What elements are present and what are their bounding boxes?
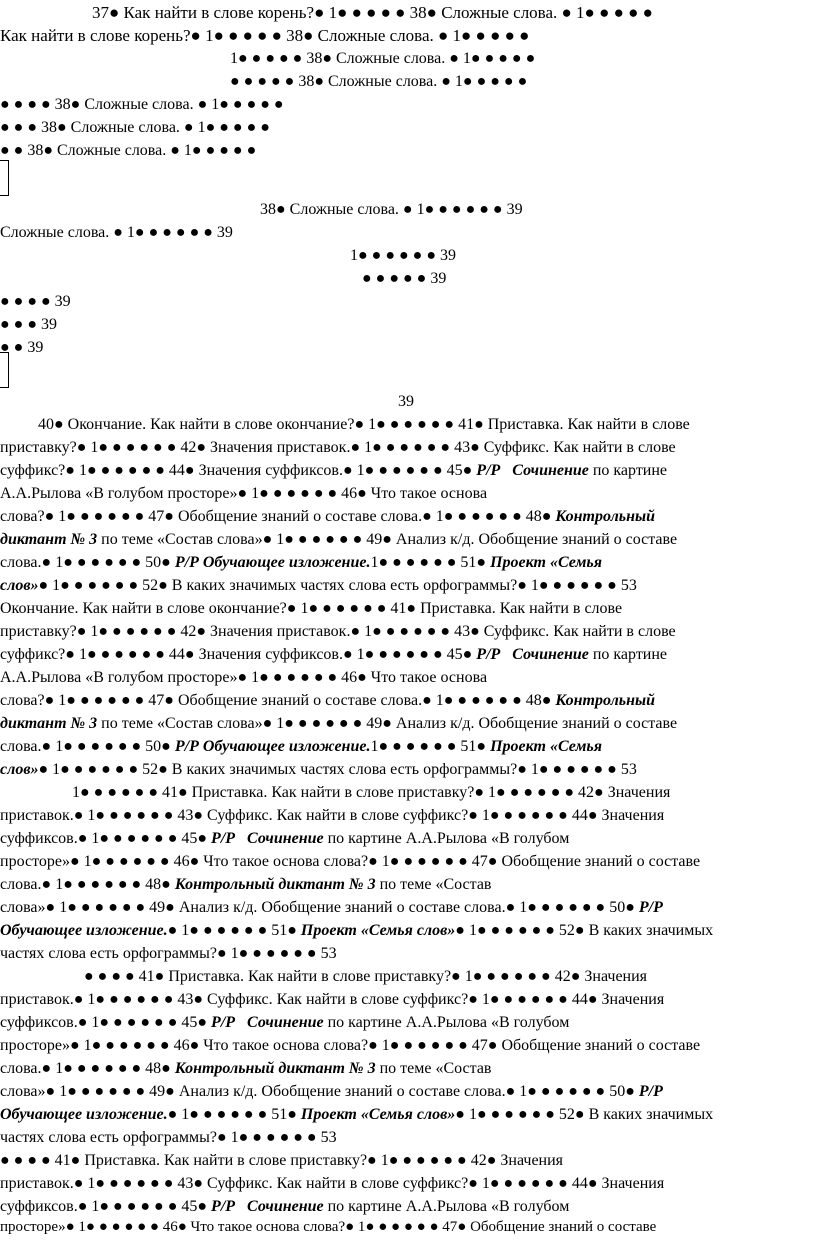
frame-fragment [0, 352, 9, 388]
text-line: ● ● ● ● 39 [0, 293, 71, 310]
text-line: приставку?● 1● ● ● ● ● ● 42● Значения приставок.● 1● ● ● ● ● ● 43● Суффикс. Как найти в слове [0, 623, 676, 640]
text-line: суффиксов.● 1● ● ● ● ● ● 45● Р/Р Сочинение по картине А.А.Рылова «В голубом [0, 830, 570, 847]
text-line: ● ● ● ● 41● Приставка. Как найти в слове приставку?● 1● ● ● ● ● ● 42● Значения [84, 968, 648, 985]
text-line: ● ● ● ● ● 38● Сложные слова. ● 1● ● ● ● ● [230, 73, 528, 90]
page-number: 39 [398, 393, 414, 410]
text-line: А.А.Рылова «В голубом просторе»● 1● ● ● ● ● ● 46● Что такое основа [0, 485, 488, 502]
text-line: слова»● 1● ● ● ● ● ● 49● Анализ к/д. Обобщение знаний о составе слова.● 1● ● ● ● ● ● 50● Р/Р [0, 1083, 663, 1100]
text-line: Сложные слова. ● 1● ● ● ● ● ● 39 [0, 224, 233, 241]
text-line: просторе»● 1● ● ● ● ● ● 46● Что такое основа слова?● 1● ● ● ● ● ● 47● Обобщение знаний о составе [0, 1037, 701, 1054]
frame-fragment [0, 160, 9, 196]
text-line: приставок.● 1● ● ● ● ● ● 43● Суффикс. Как найти в слове суффикс?● 1● ● ● ● ● ● 44● Значения [0, 1175, 665, 1192]
text-line: ● ● ● ● 41● Приставка. Как найти в слове приставку?● 1● ● ● ● ● ● 42● Значения [0, 1152, 564, 1169]
text-line: частях слова есть орфограммы?● 1● ● ● ● ● ● 53 [0, 945, 337, 962]
text-line: просторе»● 1● ● ● ● ● ● 46● Что такое основа слова?● 1● ● ● ● ● ● 47● Обобщение знаний о составе [0, 1219, 657, 1235]
text-line: слова.● 1● ● ● ● ● ● 48● Контрольный диктант № 3 по теме «Состав [0, 876, 492, 893]
text-line: ● ● ● ● ● 39 [362, 270, 447, 287]
text-line: 1● ● ● ● ● ● 41● Приставка. Как найти в слове приставку?● 1● ● ● ● ● ● 42● Значения [72, 784, 671, 801]
text-line: слова»● 1● ● ● ● ● ● 49● Анализ к/д. Обобщение знаний о составе слова.● 1● ● ● ● ● ● 50● Р/Р [0, 899, 663, 916]
text-line: суффикс?● 1● ● ● ● ● ● 44● Значения суффиксов.● 1● ● ● ● ● ● 45● Р/Р Сочинение по картине [0, 646, 668, 663]
text-line: диктант № 3 по теме «Состав слова»● 1● ● ● ● ● ● 49● Анализ к/д. Обобщение знаний о составе [0, 715, 678, 732]
text-line: ● ● ● ● 38● Сложные слова. ● 1● ● ● ● ● [0, 96, 284, 113]
text-line: 37● Как найти в слове корень?● 1● ● ● ● ● 38● Сложные слова. ● 1● ● ● ● ● [92, 3, 653, 22]
text-line: ● ● 38● Сложные слова. ● 1● ● ● ● ● [0, 142, 257, 159]
text-line: ● ● ● 38● Сложные слова. ● 1● ● ● ● ● [0, 119, 270, 136]
text-line: приставок.● 1● ● ● ● ● ● 43● Суффикс. Как найти в слове суффикс?● 1● ● ● ● ● ● 44● Значения [0, 807, 665, 824]
text-line: слова.● 1● ● ● ● ● ● 50● Р/Р Обучающее изложение.1● ● ● ● ● ● 51● Проект «Семья [0, 738, 602, 755]
text-line: 40● Окончание. Как найти в слове окончание?● 1● ● ● ● ● ● 41● Приставка. Как найти в слове [38, 416, 690, 433]
text-line: суффикс?● 1● ● ● ● ● ● 44● Значения суффиксов.● 1● ● ● ● ● ● 45● Р/Р Сочинение по картине [0, 462, 668, 479]
text-line: просторе»● 1● ● ● ● ● ● 46● Что такое основа слова?● 1● ● ● ● ● ● 47● Обобщение знаний о составе [0, 853, 701, 870]
text-line: 38● Сложные слова. ● 1● ● ● ● ● ● 39 [260, 201, 523, 218]
text-line: Окончание. Как найти в слове окончание?● 1● ● ● ● ● ● 41● Приставка. Как найти в слове [0, 600, 623, 617]
text-line: слова.● 1● ● ● ● ● ● 48● Контрольный диктант № 3 по теме «Состав [0, 1060, 492, 1077]
text-line: слов»● 1● ● ● ● ● ● 52● В каких значимых частях слова есть орфограммы?● 1● ● ● ● ● ● 53 [0, 577, 637, 594]
text-line: приставку?● 1● ● ● ● ● ● 42● Значения приставок.● 1● ● ● ● ● ● 43● Суффикс. Как найти в слове [0, 439, 676, 456]
text-line: ● ● ● 39 [0, 316, 57, 333]
text-line: ● ● 39 [0, 339, 44, 356]
text-line: 1● ● ● ● ● ● 39 [350, 247, 456, 264]
text-line: 1● ● ● ● ● 38● Сложные слова. ● 1● ● ● ● ● [230, 50, 536, 67]
text-line: слова?● 1● ● ● ● ● ● 47● Обобщение знаний о составе слова.● 1● ● ● ● ● ● 48● Контрольный [0, 508, 655, 525]
text-line: диктант № 3 по теме «Состав слова»● 1● ● ● ● ● ● 49● Анализ к/д. Обобщение знаний о составе [0, 531, 678, 548]
text-line: частях слова есть орфограммы?● 1● ● ● ● ● ● 53 [0, 1129, 337, 1146]
text-line: приставок.● 1● ● ● ● ● ● 43● Суффикс. Как найти в слове суффикс?● 1● ● ● ● ● ● 44● Значения [0, 991, 665, 1008]
text-line: Обучающее изложение.● 1● ● ● ● ● ● 51● Проект «Семья слов»● 1● ● ● ● ● ● 52● В каких значимых [0, 922, 714, 939]
text-line: слова?● 1● ● ● ● ● ● 47● Обобщение знаний о составе слова.● 1● ● ● ● ● ● 48● Контрольный [0, 692, 655, 709]
text-line: слов»● 1● ● ● ● ● ● 52● В каких значимых частях слова есть орфограммы?● 1● ● ● ● ● ● 53 [0, 761, 637, 778]
text-line: Обучающее изложение.● 1● ● ● ● ● ● 51● Проект «Семья слов»● 1● ● ● ● ● ● 52● В каких значимых [0, 1106, 714, 1123]
text-line: суффиксов.● 1● ● ● ● ● ● 45● Р/Р Сочинение по картине А.А.Рылова «В голубом [0, 1198, 570, 1215]
text-line: слова.● 1● ● ● ● ● ● 50● Р/Р Обучающее изложение.1● ● ● ● ● ● 51● Проект «Семья [0, 554, 602, 571]
text-line: суффиксов.● 1● ● ● ● ● ● 45● Р/Р Сочинение по картине А.А.Рылова «В голубом [0, 1014, 570, 1031]
text-line: А.А.Рылова «В голубом просторе»● 1● ● ● ● ● ● 46● Что такое основа [0, 669, 488, 686]
text-line: Как найти в слове корень?● 1● ● ● ● ● 38● Сложные слова. ● 1● ● ● ● ● [0, 26, 530, 45]
